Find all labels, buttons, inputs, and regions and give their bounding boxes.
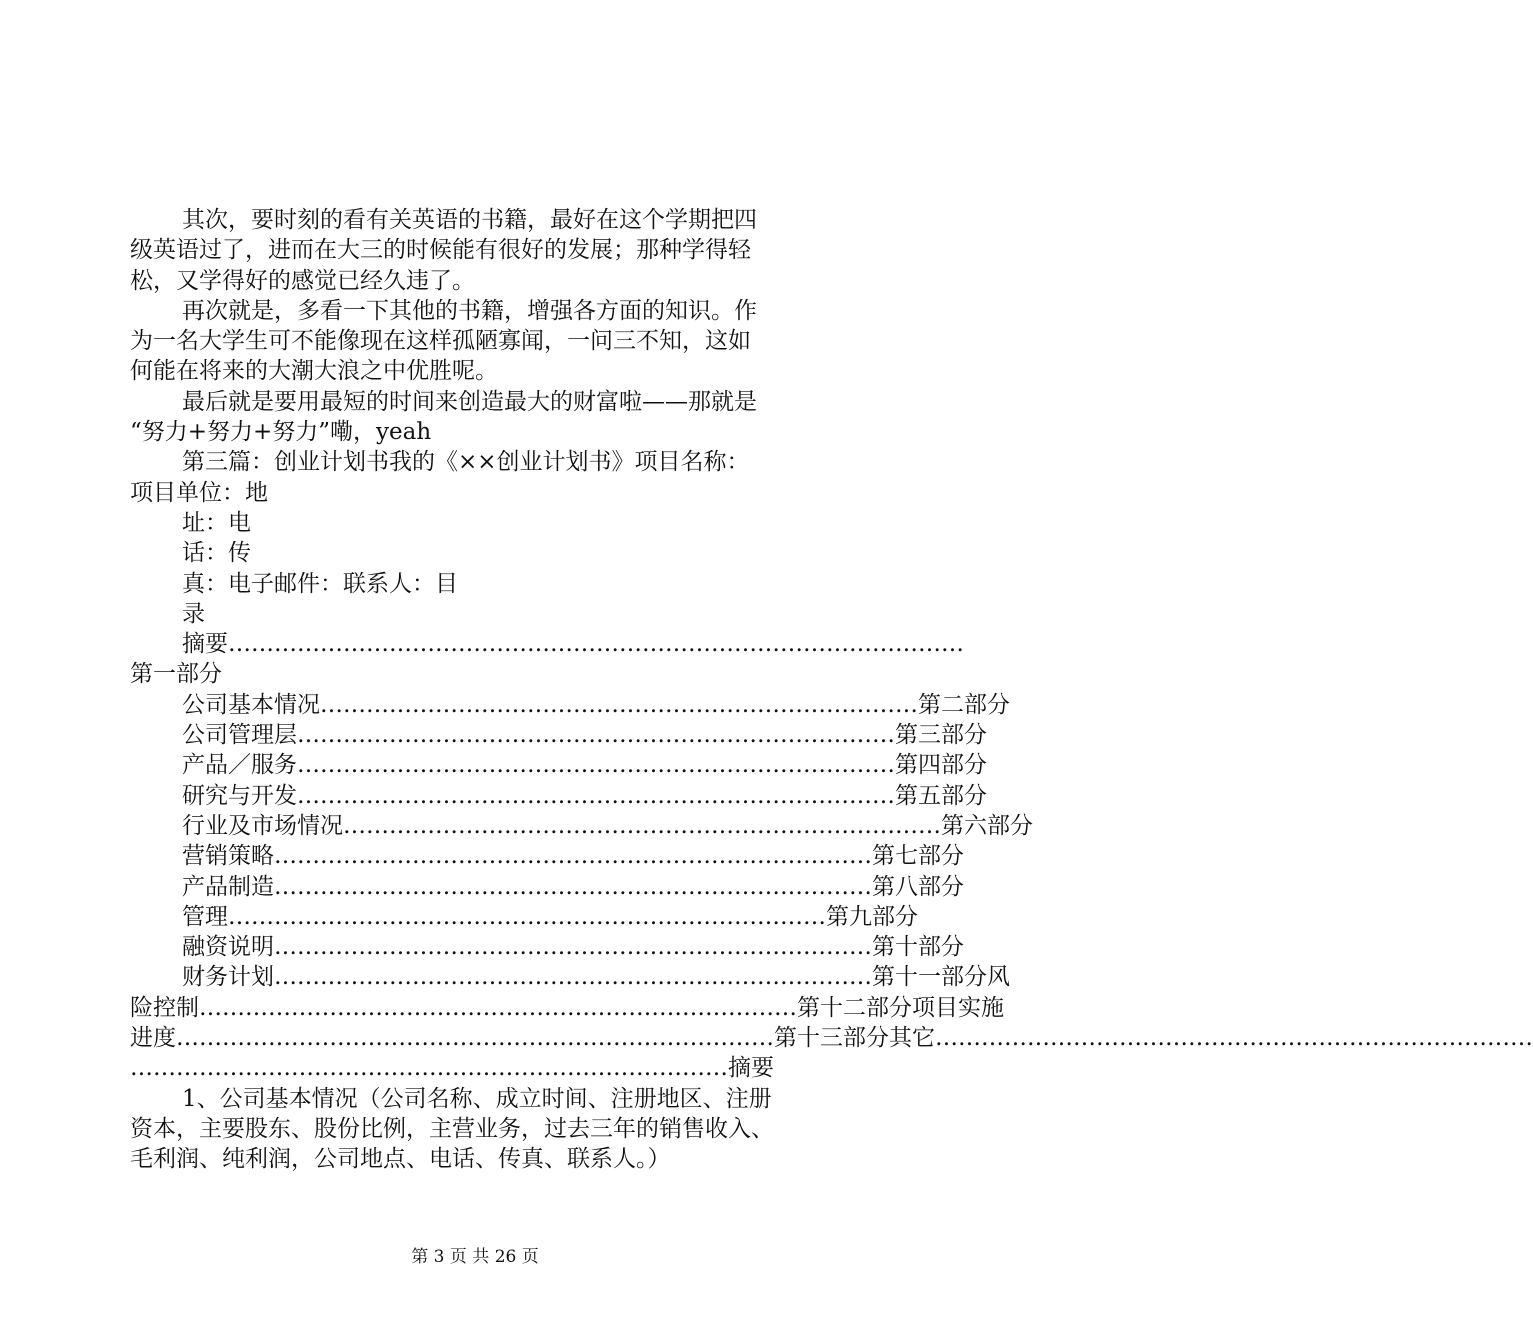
toc-next-part: 第三部分 — [895, 722, 987, 749]
toc-leader-dots: …………………………………………………………………… — [274, 843, 872, 870]
toc-row — [130, 1023, 1533, 1053]
toc-next-part: 第十一部分风 — [872, 964, 1010, 991]
toc-row — [130, 932, 964, 962]
toc-summary-row — [130, 629, 964, 659]
contact-line: 录 — [182, 600, 205, 627]
paragraph-line: 其次，要时刻的看有关英语的书籍，最好在这个学期把四 — [182, 207, 757, 233]
toc-label: 进度 — [130, 1025, 176, 1052]
paragraph-line: 1、公司基本情况（公司名称、成立时间、注册地区、注册 — [182, 1085, 772, 1112]
toc-row — [130, 872, 964, 902]
toc-leader-dots: …………………………………………………………………… — [228, 903, 826, 930]
contact-line: 真：电子邮件：联系人：目 — [182, 570, 458, 597]
toc-next-part: 第八部分 — [872, 873, 964, 900]
toc-leader-dots: …………………………………………………………………… — [274, 964, 872, 991]
section-heading-line: 第三篇：创业计划书我的《××创业计划书》项目名称： — [182, 449, 750, 476]
contact-line: 址：电 — [182, 509, 251, 536]
toc-leader-dots: …………………………………………………………………… — [935, 1025, 1533, 1052]
toc-leader-dots: …………………………………………………………………… — [297, 782, 895, 809]
toc-leader-dots: …………………………………………………………………… — [176, 1025, 774, 1052]
toc-next-part: 第一部分 — [130, 661, 222, 688]
toc-next-part: 第十二部分项目实施 — [797, 994, 1004, 1021]
toc-next-part: 第七部分 — [872, 843, 964, 870]
paragraph-line: 级英语过了，进而在大三的时候能有很好的发展；那种学得轻 — [130, 237, 751, 264]
toc-row — [130, 962, 1010, 992]
paragraph-line: 资本，主要股东、股份比例，主营业务，过去三年的销售收入、 — [130, 1115, 774, 1142]
paragraph-line: 最后就是要用最短的时间来创造最大的财富啦——那就是 — [182, 388, 757, 415]
toc-label: 险控制 — [130, 994, 199, 1021]
toc-leader-dots: …………………………………………………………………… — [297, 752, 895, 779]
paragraph-line: “努力+努力+努力”嘞，yeah — [130, 419, 432, 446]
toc-label: 营销策略 — [182, 843, 274, 870]
toc-label: 摘要 — [728, 1055, 774, 1082]
paragraph-line: 松，又学得好的感觉已经久违了。 — [130, 267, 475, 294]
toc-leader-dots: …………………………………………………………………… — [343, 812, 941, 839]
toc-row — [130, 841, 964, 871]
toc-next-part: 第六部分 — [941, 812, 1033, 839]
toc-label: 管理 — [182, 903, 228, 930]
toc-label: 行业及市场情况 — [182, 812, 343, 839]
toc-next-part: 第十部分 — [872, 934, 964, 961]
section-heading-line: 项目单位：地 — [130, 479, 268, 506]
paragraph-line: 毛利润、纯利润，公司地点、电话、传真、联系人。） — [130, 1146, 671, 1173]
toc-label: 财务计划 — [182, 964, 274, 991]
toc-row — [130, 902, 918, 932]
document-body — [130, 205, 1533, 1175]
toc-leader-dots: …………………………………………………………………… — [320, 691, 918, 718]
toc-next-part: 第九部分 — [826, 903, 918, 930]
toc-next-part: 第五部分 — [895, 782, 987, 809]
toc-label: 产品／服务 — [182, 752, 297, 779]
toc-leader-dots: …………………………………………………………………… — [274, 934, 872, 961]
toc-row — [130, 1053, 774, 1083]
toc-row — [130, 781, 987, 811]
toc-label: 公司基本情况 — [182, 691, 320, 718]
toc-next-part: 第十三部分其它 — [774, 1025, 935, 1052]
toc-next-part: 第四部分 — [895, 752, 987, 779]
toc-leader-dots: …………………………………………………………………… — [274, 873, 872, 900]
toc-label: 摘要 — [182, 631, 228, 658]
toc-label: 融资说明 — [182, 934, 274, 961]
toc-label: 公司管理层 — [182, 722, 297, 749]
toc-next-part: 第二部分 — [918, 691, 1010, 718]
toc-leader-dots: …………………………………………………………………… — [297, 722, 895, 749]
page-footer: 第 3 页 共 26 页 — [411, 1247, 539, 1267]
toc-row — [130, 811, 1033, 841]
toc-label: 研究与开发 — [182, 782, 297, 809]
toc-leader-dots: …………………………………………………………………………………… — [228, 631, 964, 658]
toc-row — [130, 720, 987, 750]
paragraph-line: 为一名大学生可不能像现在这样孤陋寡闻，一问三不知，这如 — [130, 328, 751, 355]
toc-row — [130, 750, 987, 780]
toc-row — [130, 690, 1010, 720]
toc-leader-dots: …………………………………………………………………… — [199, 994, 797, 1021]
paragraph-line: 何能在将来的大潮大浪之中优胜呢。 — [130, 358, 498, 385]
contact-line: 话：传 — [182, 540, 251, 567]
toc-row — [130, 993, 1004, 1023]
toc-leader-dots: …………………………………………………………………… — [130, 1055, 728, 1082]
toc-label: 产品制造 — [182, 873, 274, 900]
paragraph-line: 再次就是，多看一下其他的书籍，增强各方面的知识。作 — [182, 297, 757, 324]
